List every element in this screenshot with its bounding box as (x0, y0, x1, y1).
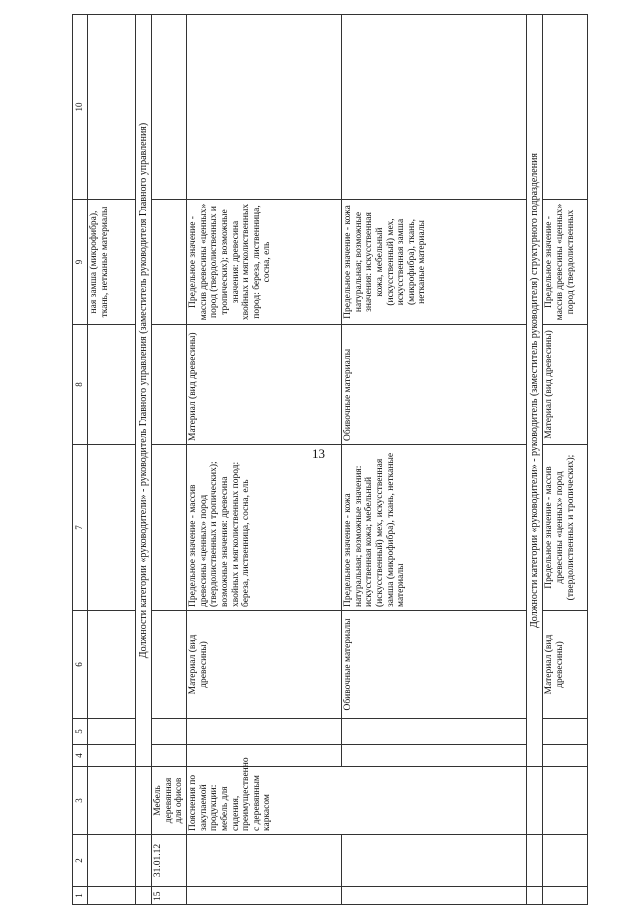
item-name: Мебель деревянная для офисов (152, 767, 187, 835)
property-value: Предельное значение - массив древесины «ценных» пород (твердолиственных и тропических); (543, 445, 588, 611)
section-title-1: Должности категории «руководители» - руководитель Главного управления (заместитель руководителя Главного управления) (136, 15, 152, 767)
col-num-3: 3 (73, 767, 88, 835)
section-title-2: Должности категории «руководители» - руководитель (заместитель руководителя) структурного подразделения (527, 15, 543, 767)
property-value-col9: Предельное значение - массив древесины «ценных» пород (твердолиственных (543, 200, 588, 325)
continued-value: ная замша (микрофибра), ткань, нетканые материалы (88, 200, 136, 325)
property-row (543, 15, 588, 905)
col-num-10: 10 (73, 15, 88, 200)
col-num-8: 8 (73, 325, 88, 445)
continuation-row (88, 15, 136, 905)
item-code: 31.01.12 (152, 835, 187, 887)
property-label: Обивочные материалы (342, 611, 527, 719)
property-value-col9: Предельное значение - массив древесины «ценных» пород (твердолиственных и тропических); возможные значения: древесина хвойных и мягколиственных пород: береза, лиственница, сосна, ель (187, 200, 342, 325)
requirements-table (72, 14, 588, 905)
property-value: Предельное значение - кожа натуральная; возможные значения: искусственная кожа; мебельный (искусственный) мех, искусственная замша (микрофибра), ткань, нетканые материалы (342, 445, 527, 611)
item-number: 15 (152, 887, 187, 905)
item-note: Пояснения по закупаемой продукции: мебель для сидения, преимущественно с деревянным каркасом (187, 767, 527, 835)
property-label-col8: Обивочные материалы (342, 325, 527, 445)
property-label: Материал (вид древесины) (543, 611, 588, 719)
property-row (187, 15, 342, 905)
col-num-9: 9 (73, 200, 88, 325)
property-label: Материал (вид древесины) (187, 611, 342, 719)
property-value: Предельное значение - массив древесины «ценных» пород (твердолиственных и тропических); возможные значения: древесина хвойных и мягколиственных пород: береза, лиственница, сосна, ель (187, 445, 342, 611)
property-value-col9: Предельное значение - кожа натуральная; возможные значения: искусственная кожа, мебельный (искусственный) мех, искусственная замша (микрофибра), ткань, нетканые материалы (342, 200, 527, 325)
col-num-5: 5 (73, 719, 88, 745)
item-row (152, 15, 187, 905)
section-header-row (136, 15, 152, 905)
col-num-6: 6 (73, 611, 88, 719)
page-number: 13 (312, 446, 325, 461)
rotated-table-sheet (72, 15, 582, 905)
section-header-row (527, 15, 543, 905)
col-num-4: 4 (73, 745, 88, 767)
col-num-2: 2 (73, 835, 88, 887)
col-num-1: 1 (73, 887, 88, 905)
column-number-row (73, 15, 88, 905)
property-label-col8: Материал (вид древесины) (543, 325, 588, 445)
col-num-7: 7 (73, 445, 88, 611)
property-label-col8: Материал (вид древесины) (187, 325, 342, 445)
